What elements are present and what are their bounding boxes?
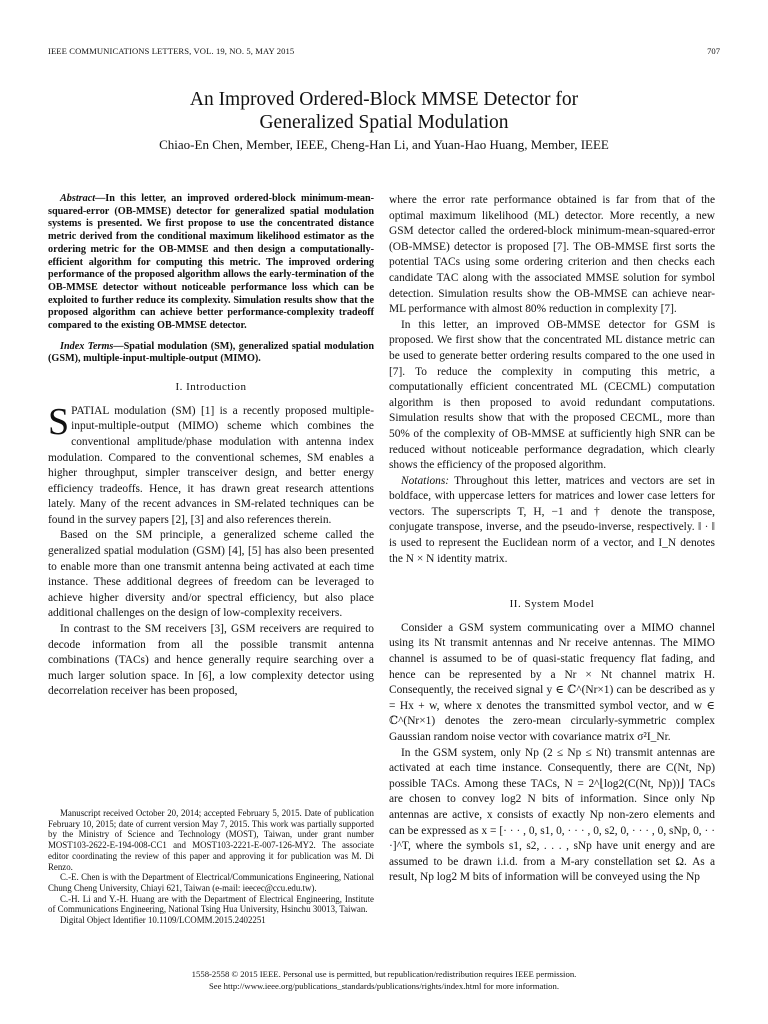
abstract — [48, 193, 374, 333]
permissions-line: See http://www.ieee.org/publications_standards/publications/rights/index.html for more information. — [208, 980, 560, 991]
footnote-author-1: C.-E. Chen is with the Department of Electrical/Communications Engineering, National Chung Cheng University, Chiayi 621, Taiwan (e-mail: ieecec@ccu.edu.tw). — [48, 872, 374, 893]
notations-paragraph — [389, 474, 715, 568]
intro-paragraph-1 — [48, 400, 374, 529]
index-terms-text: —Spatial modulation (SM), generalized spatial modulation (GSM), multiple-input-multiple-output (MIMO). — [48, 340, 374, 365]
system-model-paragraph-1: Consider a GSM system communicating over a MIMO channel using its Nt transmit antennas and Nr receive antennas. The MIMO channel is assumed to be of quasi-static frequency flat fading, and hence can be represented by a Nr × Nt channel matrix H. Consequently, the received signal y ∈ ℂ^(Nr×1) can be described as y = Hx + w, where x denotes the transmitted symbol vector, and w ∈ ℂ^(Nr×1) denotes the zero-mean circularly-symmetric complex Gaussian random noise vector with covariance matrix σ²I_Nr. — [389, 621, 715, 743]
footnote-manuscript: Manuscript received October 20, 2014; accepted February 5, 2015. Date of publication February 10, 2015; date of current version May 7, 2015. This work was partially supported by the Ministry of Science and Technology (MOST), Taiwan, under grant number MOST103-2622-E-194-008-CC1 and MOST103-2221-E-007-126-MY2. The associate editor coordinating the review of this paper and approving it for publication was M. Di Renzo. — [48, 808, 374, 872]
paper-title — [0, 88, 768, 134]
intro-paragraph-2: Based on the SM principle, a generalized scheme called the generalized spatial modulation (GSM) [4], [5] has also been presented to enable more than one transmit antenna being activated at each time instance. These additional degrees of freedom can be leveraged to achieve higher diversity and/or spectral efficiency, but also place additional challenges on the design of low-complexity receivers. — [48, 529, 374, 620]
abstract-text: —In this letter, an improved ordered-block minimum-mean-squared-error (OB-MMSE) detector for generalized spatial modulation systems is presented. We first propose to use the concentrated distance metric derived from the conditional maximum likelihood estimator as the ordering metric for the OB-MMSE and then design a computationally-efficient algorithm for computing this metric. The improved ordering performance of the proposed algorithm allows the early-termination of the OB-MMSE detector without noticeable performance loss which can be exploited to further reduce its complexity. Simulation results show that the proposed algorithm can achieve better performance-complexity tradeoff compared to the existing OB-MMSE detector. — [48, 193, 374, 332]
notations-label: Notations: — [401, 474, 450, 487]
page-number: 707 — [707, 46, 720, 56]
left-column — [48, 193, 374, 700]
title-line-2: Generalized Spatial Modulation — [259, 112, 509, 133]
section-heading-introduction: I. Introduction — [175, 381, 247, 394]
first-page-footnote — [48, 808, 374, 926]
intro-paragraph-1-text: PATIAL modulation (SM) [1] is a recently proposed multiple-input-multiple-output (MIMO) scheme which combines the conventional amplitude/phase modulation with antenna index modulation. Compared to the conventional schemes, SM enables a higher throughput, simpler transceiver design, and better energy efficiency tradeoffs. Hence, it has drawn great research attentions lately. Many of the recent advances in SM-related techniques can be found in the survey papers [2], [3] and also references therein. — [48, 404, 374, 526]
system-model-paragraph-2: In the GSM system, only Np (2 ≤ Np ≤ Nt) transmit antennas are activated at each time instance. Consequently, there are C(Nt, Np) possible TACs. Among these TACs, N = 2^⌊log2(C(Nt, Np))⌋ TACs are chosen to convey log2 N bits of information. Since only Np antennas are active, x consists of exactly Np non-zero elements and can be expressed as x = [· · · , 0, s1, 0, · · · , 0, s2, 0, · · · , 0, sNp, 0, · · ·]^T, where the symbols s1, s2, . . . , sNp have unit energy and are assumed to be drawn i.i.d. from a M-ary constellation set Ω. As a result, Np log2 M bits of information will be conveyed using the Np — [389, 746, 715, 884]
intro-paragraph-5: In this letter, an improved OB-MMSE detector for GSM is proposed. We first show that the concentrated ML distance metric can be used to generate better ordering results compared to the one used in [7]. To reduce the complexity in computing this metric, a computationally efficient concentrated ML (CECML) computation algorithm is then proposed to avoid redundant computations. Simulation results show that with the proposed CECML, more than 50% of the complexity of OB-MMSE at sufficiently high SNR can be reduced without noticeable performance degradation, which clearly shows the efficiency of the proposed algorithm. — [389, 318, 715, 472]
footnote-doi: Digital Object Identifier 10.1109/LCOMM.2015.2402251 — [60, 915, 266, 926]
copyright-footer — [0, 969, 768, 992]
journal-header: IEEE COMMUNICATIONS LETTERS, VOL. 19, NO. 5, MAY 2015 — [48, 46, 295, 56]
footnote-authors-2-3: C.-H. Li and Y.-H. Huang are with the Department of Electrical Engineering, Institute of Communications Engineering, National Tsing Hua University, Hsinchu 30013, Taiwan. — [48, 893, 374, 915]
index-terms-label: Index Terms — [60, 340, 114, 352]
index-terms — [48, 341, 374, 366]
intro-paragraph-3: In contrast to the SM receivers [3], GSM receivers are required to decode information from all the possible transmit antenna combinations (TACs) and hence generally require searching over a much larger solution space. In [6], a low complexity detector using decorrelation receiver has been proposed, — [48, 623, 374, 698]
intro-paragraph-4: where the error rate performance obtained is far from that of the optimal maximum likelihood (ML) detector. More recently, a new GSM detector called the ordered-block minimum-mean-squared-error (OB-MMSE) detector is proposed [7]. The OB-MMSE first sorts the potential TACs using some ordering criterion and then checks each candidate TAC along with the associated MMSE solution for symbol detection. Simulation results show the OB-MMSE can achieve near-ML performance with almost 80% reduction in complexity [7]. — [389, 194, 715, 316]
drop-cap: S — [48, 400, 70, 443]
copyright-line: 1558-2558 © 2015 IEEE. Personal use is permitted, but republication/redistribution requires IEEE permission. — [191, 969, 577, 979]
notations-text: Throughout this letter, matrices and vectors are set in boldface, with uppercase letters for matrices and lower case letters for vectors. The superscripts T, H, −1 and † denote the transpose, conjugate transpose, inverse, and the pseudo-inverse, respectively. ‖ · ‖ is used to represent the Euclidean norm of a vector, and I_N denotes the N × N identity matrix. — [389, 474, 715, 565]
title-line-1: An Improved Ordered-Block MMSE Detector for — [189, 89, 579, 110]
section-heading-system-model: II. System Model — [509, 598, 595, 611]
author-list: Chiao-En Chen, Member, IEEE, Cheng-Han Li, and Yuan-Hao Huang, Member, IEEE — [159, 137, 609, 152]
right-column — [389, 193, 715, 886]
abstract-label: Abstract — [60, 193, 96, 204]
